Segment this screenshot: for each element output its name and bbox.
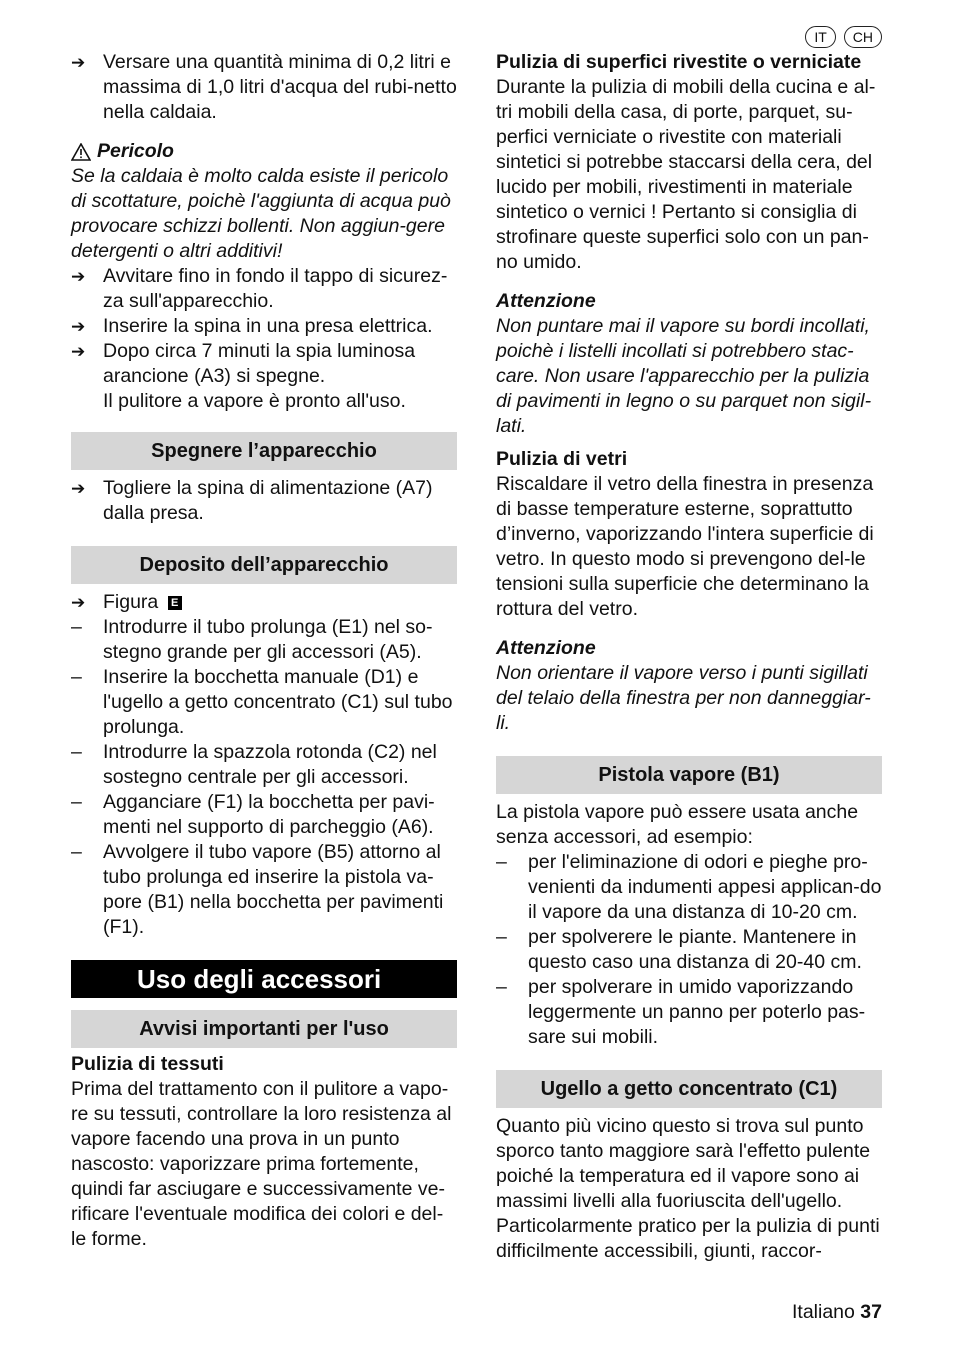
list-item [71, 840, 457, 940]
section-heading-deposito: Deposito dell’apparecchio [71, 546, 457, 584]
step-text: Avvitare fino in fondo il tappo di sicurez-za sull'apparecchio. [103, 265, 448, 312]
arrow-icon: ➔ [71, 53, 86, 72]
step-text-ready: Il pulitore a vapore è pronto all'uso. [103, 390, 406, 412]
step-text: Versare una quantità minima di 0,2 litri e massima di 1,0 litri d'acqua del rubi-netto nella caldaia. [103, 51, 457, 123]
list-item [496, 850, 882, 925]
step-text: Dopo circa 7 minuti la spia luminosa arancione (A3) si spegne. [103, 340, 416, 387]
list-item-text: Introdurre la spazzola rotonda (C2) nel sostegno centrale per gli accessori. [103, 741, 437, 788]
dash-marker: – [71, 666, 82, 688]
list-item [71, 790, 457, 840]
danger-text: Se la caldaia è molto calda esiste il pericolo di scottature, poichè l'aggiunta di acqua può provocare schizzi bollenti. Non aggiun-gere detergenti o altri additivi! [71, 165, 451, 262]
arrow-icon: ➔ [71, 317, 86, 336]
step-item [71, 339, 457, 414]
superfici-text: Durante la pulizia di mobili della cucina e al-tri mobili della casa, di porte, parquet, su-perfici verniciate o rivestite con materiali sintetici si potrebbe staccarsi della cera, del lucido per mobili, rivestimenti in materiale sintetico o vernici ! Pertanto si consiglia di strofinare queste superfici solo con un pan-no umido. [496, 76, 876, 273]
page-number: 37 [860, 1301, 882, 1323]
language-badges [805, 26, 882, 48]
right-column [496, 50, 882, 1264]
step-item [71, 50, 457, 125]
figure-ref-item [71, 590, 457, 615]
list-item-text: per spolverare in umido vaporizzando leggermente un panno per poterlo pas-sare sui mobili. [528, 976, 866, 1048]
lang-badge-it: IT [805, 26, 835, 48]
list-item-text: per spolverere le piante. Mantenere in questo caso una distanza di 20-40 cm. [528, 926, 862, 973]
chapter-heading-uso-accessori: Uso degli accessori [71, 960, 457, 998]
list-item-text: Avvolgere il tubo vapore (B5) attorno al tubo prolunga ed inserire la pistola va-pore (B1) nella bocchetta per pavimenti (F1). [103, 841, 444, 938]
ugello-text: Quanto più vicino questo si trova sul punto sporco tanto maggiore sarà l'effetto pulente poiché la temperatura ed il vapore sono ai massimi livelli alla fuoriuscita dell'ugello. Particolarmente pratico per la pulizia di punti difficilmente accessibili, giunti, raccor- [496, 1115, 880, 1262]
dash-marker: – [71, 791, 82, 813]
section-heading-ugello: Ugello a getto concentrato (C1) [496, 1070, 882, 1108]
attention-text: Non orientare il vapore verso i punti sigillati del telaio della finestra per non danneggiar-li. [496, 662, 871, 734]
tessuti-text: Prima del trattamento con il pulitore a vapo-re su tessuti, controllare la loro resistenza al vapore facendo una prova in un punto nascosto: vaporizzare prima fortemente, quindi far asciugare e successivamente ve-rificare l'eventuale modifica dei colori e del-le forme. [71, 1078, 452, 1250]
dash-marker: – [496, 976, 507, 998]
subheading-vetri: Pulizia di vetri [496, 448, 628, 470]
step-text: Inserire la spina in una presa elettrica. [103, 315, 433, 337]
list-item [71, 615, 457, 665]
list-item [71, 665, 457, 740]
dash-marker: – [496, 851, 507, 873]
dash-marker: – [496, 926, 507, 948]
figure-e-icon: E [168, 596, 182, 610]
step-text: Togliere la spina di alimentazione (A7) dalla presa. [103, 477, 433, 524]
warning-triangle-icon [71, 143, 91, 161]
figure-label: Figura [103, 591, 159, 613]
lang-badge-ch: CH [844, 26, 882, 48]
arrow-icon: ➔ [71, 593, 86, 612]
list-item [496, 975, 882, 1050]
danger-title: Pericolo [97, 140, 174, 162]
dash-marker: – [71, 616, 82, 638]
section-heading-spegnere: Spegnere l’apparecchio [71, 432, 457, 470]
section-heading-avvisi: Avvisi importanti per l'uso [71, 1010, 457, 1048]
danger-heading [71, 139, 457, 164]
subheading-tessuti: Pulizia di tessuti [71, 1053, 224, 1075]
step-item [71, 476, 457, 526]
attention-text: Non puntare mai il vapore su bordi incollati, poichè i listelli incollati si potrebbero stac-care. Non usare l'apparecchio per la pulizia di pavimenti in legno o su parquet non sigil-lati. [496, 315, 872, 437]
footer-language: Italiano [791, 1301, 855, 1323]
list-item-text: Agganciare (F1) la bocchetta per pavi-menti nel supporto di parcheggio (A6). [103, 791, 435, 838]
vetri-text: Riscaldare il vetro della finestra in presenza di basse temperature esterne, soprattutto d’inverno, vaporizzando l'intera superficie di vetro. In questo modo si prevengono del-le tensioni sulla superficie che determinano la rottura del vetro. [496, 473, 874, 620]
left-column [71, 50, 457, 1252]
attention-title: Attenzione [496, 637, 596, 659]
list-item-text: per l'eliminazione di odori e pieghe pro-venienti da indumenti appesi applican-do il vapore da una distanza di 10-20 cm. [528, 851, 882, 923]
section-heading-pistola: Pistola vapore (B1) [496, 756, 882, 794]
page-footer [792, 1301, 882, 1324]
step-item [71, 314, 457, 339]
pistola-intro: La pistola vapore può essere usata anche senza accessori, ad esempio: [496, 801, 859, 848]
subheading-superfici: Pulizia di superfici rivestite o verniciate [496, 51, 862, 73]
list-item-text: Inserire la bocchetta manuale (D1) e l'ugello a getto concentrato (C1) sul tubo prolunga. [103, 666, 453, 738]
list-item [71, 740, 457, 790]
list-item [496, 925, 882, 975]
step-item [71, 264, 457, 314]
attention-title: Attenzione [496, 290, 596, 312]
arrow-icon: ➔ [71, 479, 86, 498]
dash-marker: – [71, 741, 82, 763]
list-item-text: Introdurre il tubo prolunga (E1) nel so-stegno grande per gli accessori (A5). [103, 616, 433, 663]
arrow-icon: ➔ [71, 267, 86, 286]
dash-marker: – [71, 841, 82, 863]
arrow-icon: ➔ [71, 342, 86, 361]
